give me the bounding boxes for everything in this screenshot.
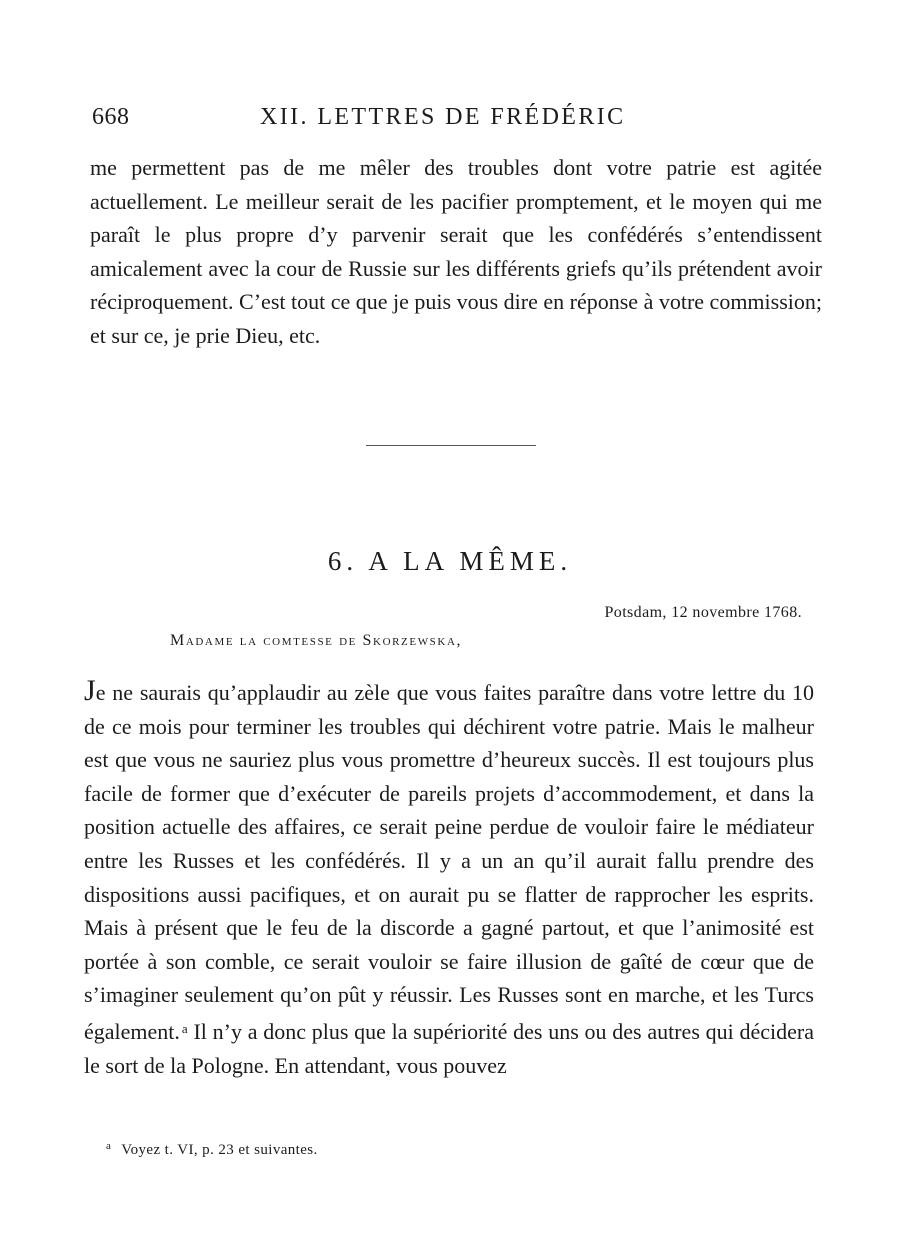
letter-heading: 6. A LA MÊME.: [327, 546, 573, 576]
letter-body-text: e ne saurais qu’applaudir au zèle que vous faites paraître dans votre lettre du 10 de ce mois pour terminer les troubles qui déchirent votre patrie. Mais le malheur est que vous ne sauriez plus vous promettre d’heureux succès. Il est toujours plus facile de former que d’exécuter de pareils projets d’accommodement, et dans la position actuelle des affaires, ce serait peine perdue de vouloir faire le médiateur entre les Russes et les confédérés. Il y a un an qu’il aurait fallu prendre des dispositions aussi pacifiques, et on aurait pu se flatter de rapprocher les esprits. Mais à présent que le feu de la discorde a gagné partout, et que l’animosité est portée à son comble, ce serait vouloir se faire illusion de gaîté de cœur que de s’imaginer seulement qu’on pût y réussir. Les Russes sont en marche, et les Turcs également.: [84, 680, 814, 1044]
running-title: XII. LETTRES DE FRÉDÉRIC: [260, 104, 626, 130]
initial-letter: J: [84, 674, 96, 707]
page-number: 668: [92, 104, 130, 130]
continuation-paragraph: me permettent pas de me mêler des troubles dont votre patrie est agitée actuellement. Le meilleur serait de les pacifier promptement, et le moyen qui me paraît le plus propre d’y parvenir serait que les confédérés s’entendissent amicalement avec la cour de Russie sur les différents griefs qu’ils prétendent avoir réciproquement. C’est tout ce que je puis vous dire en réponse à votre commission; et sur ce, je prie Dieu, etc.: [90, 155, 822, 348]
footnote-reference[interactable]: a: [181, 1020, 188, 1036]
footnote: [106, 1140, 318, 1159]
footnote-text: Voyez t. VI, p. 23 et suivantes.: [121, 1142, 318, 1158]
footnote-label: a: [106, 1140, 112, 1152]
section-divider: [366, 445, 536, 446]
letter-salutation: Madame la comtesse de Skorzewska,: [170, 632, 463, 649]
letter-body-continuation: Il n’y a donc plus que la supériorité des uns ou des autres qui décidera le sort de la Pologne. En attendant, vous pouvez: [84, 1018, 814, 1078]
page-header: [92, 104, 822, 138]
letter-dateline: Potsdam, 12 novembre 1768.: [604, 604, 802, 621]
letter-body-paragraph: [84, 676, 814, 1082]
